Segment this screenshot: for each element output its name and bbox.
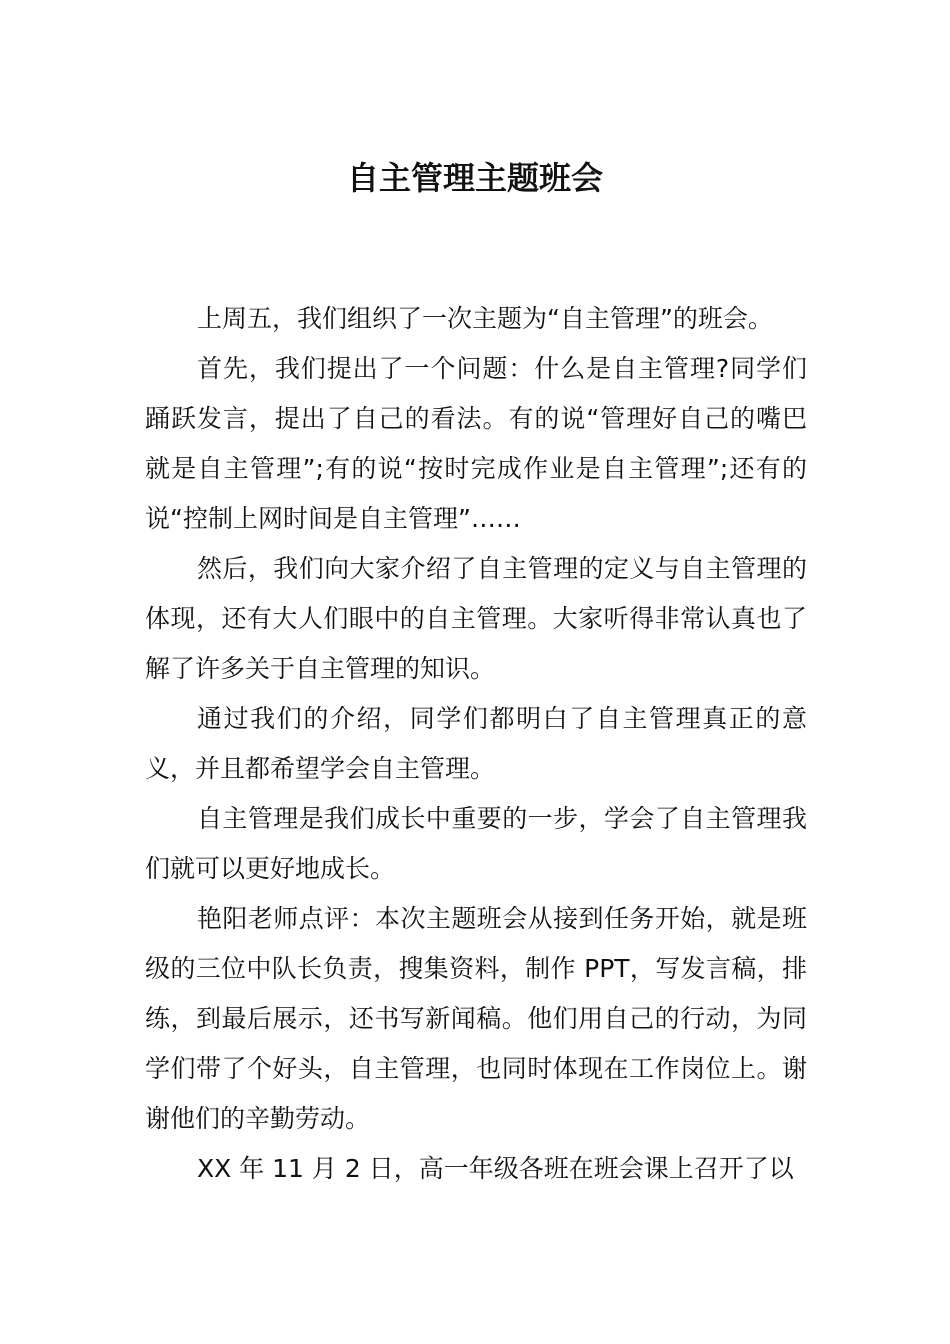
paragraph-1: 上周五，我们组织了一次主题为“自主管理”的班会。 [197, 304, 773, 333]
document-title: 自主管理主题班会 [346, 159, 603, 197]
paragraph-4: 通过我们的介绍，同学们都明白了自主管理真正的意义，并且都希望学会自主管理。 [145, 704, 807, 783]
paragraph-5: 自主管理是我们成长中重要的一步，学会了自主管理我们就可以更好地成长。 [145, 804, 807, 883]
paragraph-7: XX 年 11 月 2 日，高一年级各班在班会课上召开了以 [197, 1154, 794, 1183]
document-body [145, 294, 807, 1194]
paragraph-6: 艳阳老师点评：本次主题班会从接到任务开始，就是班级的三位中队长负责，搜集资料，制作 PPT，写发言稿，排练，到最后展示，还书写新闻稿。他们用自己的行动，为同学们带了个好头，自主管理，也同时体现在工作岗位上。谢谢他们的辛勤劳动。 [145, 904, 807, 1133]
paragraph-3: 然后，我们向大家介绍了自主管理的定义与自主管理的体现，还有大人们眼中的自主管理。大家听得非常认真也了解了许多关于自主管理的知识。 [145, 554, 807, 683]
paragraph-2: 首先，我们提出了一个问题：什么是自主管理?同学们踊跃发言，提出了自己的看法。有的说“管理好自己的嘴巴就是自主管理”;有的说“按时完成作业是自主管理”;还有的说“控制上网时间是自主管理”…… [145, 354, 807, 533]
